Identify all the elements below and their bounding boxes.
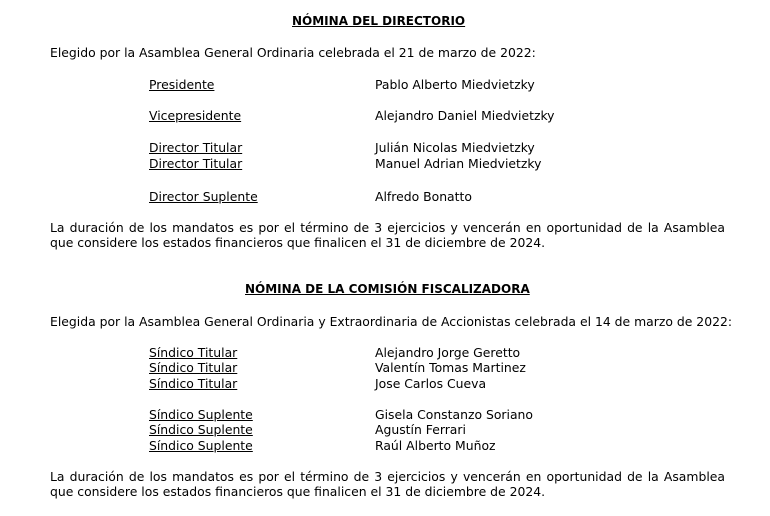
comision-role: Síndico Suplente [149,407,253,422]
comision-role: Síndico Suplente [149,438,253,453]
directorio-role: Presidente [149,77,215,92]
directorio-duration-line: La duración de los mandatos es por el término de 3 ejercicios y vencerán en oportunidad de la Asamblea [50,220,725,235]
comision-role: Síndico Titular [149,376,238,391]
directorio-name: Julián Nicolas Miedvietzky [375,140,535,155]
directorio-role: Director Titular [149,140,243,155]
comision-role: Síndico Titular [149,345,238,360]
directorio-name: Alejandro Daniel Miedvietzky [375,108,555,123]
directorio-name: Manuel Adrian Miedvietzky [375,156,542,171]
directorio-duration-line: que considere los estados financieros que finalicen el 31 de diciembre de 2024. [50,235,546,250]
comision-role: Síndico Titular [149,360,238,375]
directorio-intro: Elegido por la Asamblea General Ordinaria celebrada el 21 de marzo de 2022: [50,45,536,60]
directorio-role: Director Suplente [149,189,258,204]
comision-name: Jose Carlos Cueva [375,376,487,391]
comision-role: Síndico Suplente [149,422,253,437]
directorio-role: Director Titular [149,156,243,171]
comision-name: Agustín Ferrari [375,422,466,437]
comision-duration-paragraph [50,469,725,499]
comision-title: NÓMINA DE LA COMISIÓN FISCALIZADORA [245,282,530,296]
comision-name: Valentín Tomas Martinez [375,360,526,375]
comision-duration-line: La duración de los mandatos es por el término de 3 ejercicios y vencerán en oportunidad de la Asamblea [50,469,725,484]
comision-name: Alejandro Jorge Geretto [375,345,521,360]
directorio-role: Vicepresidente [149,108,242,123]
directorio-duration-paragraph [50,220,725,250]
directorio-name: Alfredo Bonatto [375,189,472,204]
comision-name: Gisela Constanzo Soriano [375,407,533,422]
directorio-title: NÓMINA DEL DIRECTORIO [292,14,466,28]
comision-intro: Elegida por la Asamblea General Ordinaria y Extraordinaria de Accionistas celebrada el 14 de marzo de 2022: [50,314,733,329]
comision-duration-line: que considere los estados financieros que finalicen el 31 de diciembre de 2024. [50,484,546,499]
comision-name: Raúl Alberto Muñoz [375,438,496,453]
directorio-name: Pablo Alberto Miedvietzky [375,77,535,92]
